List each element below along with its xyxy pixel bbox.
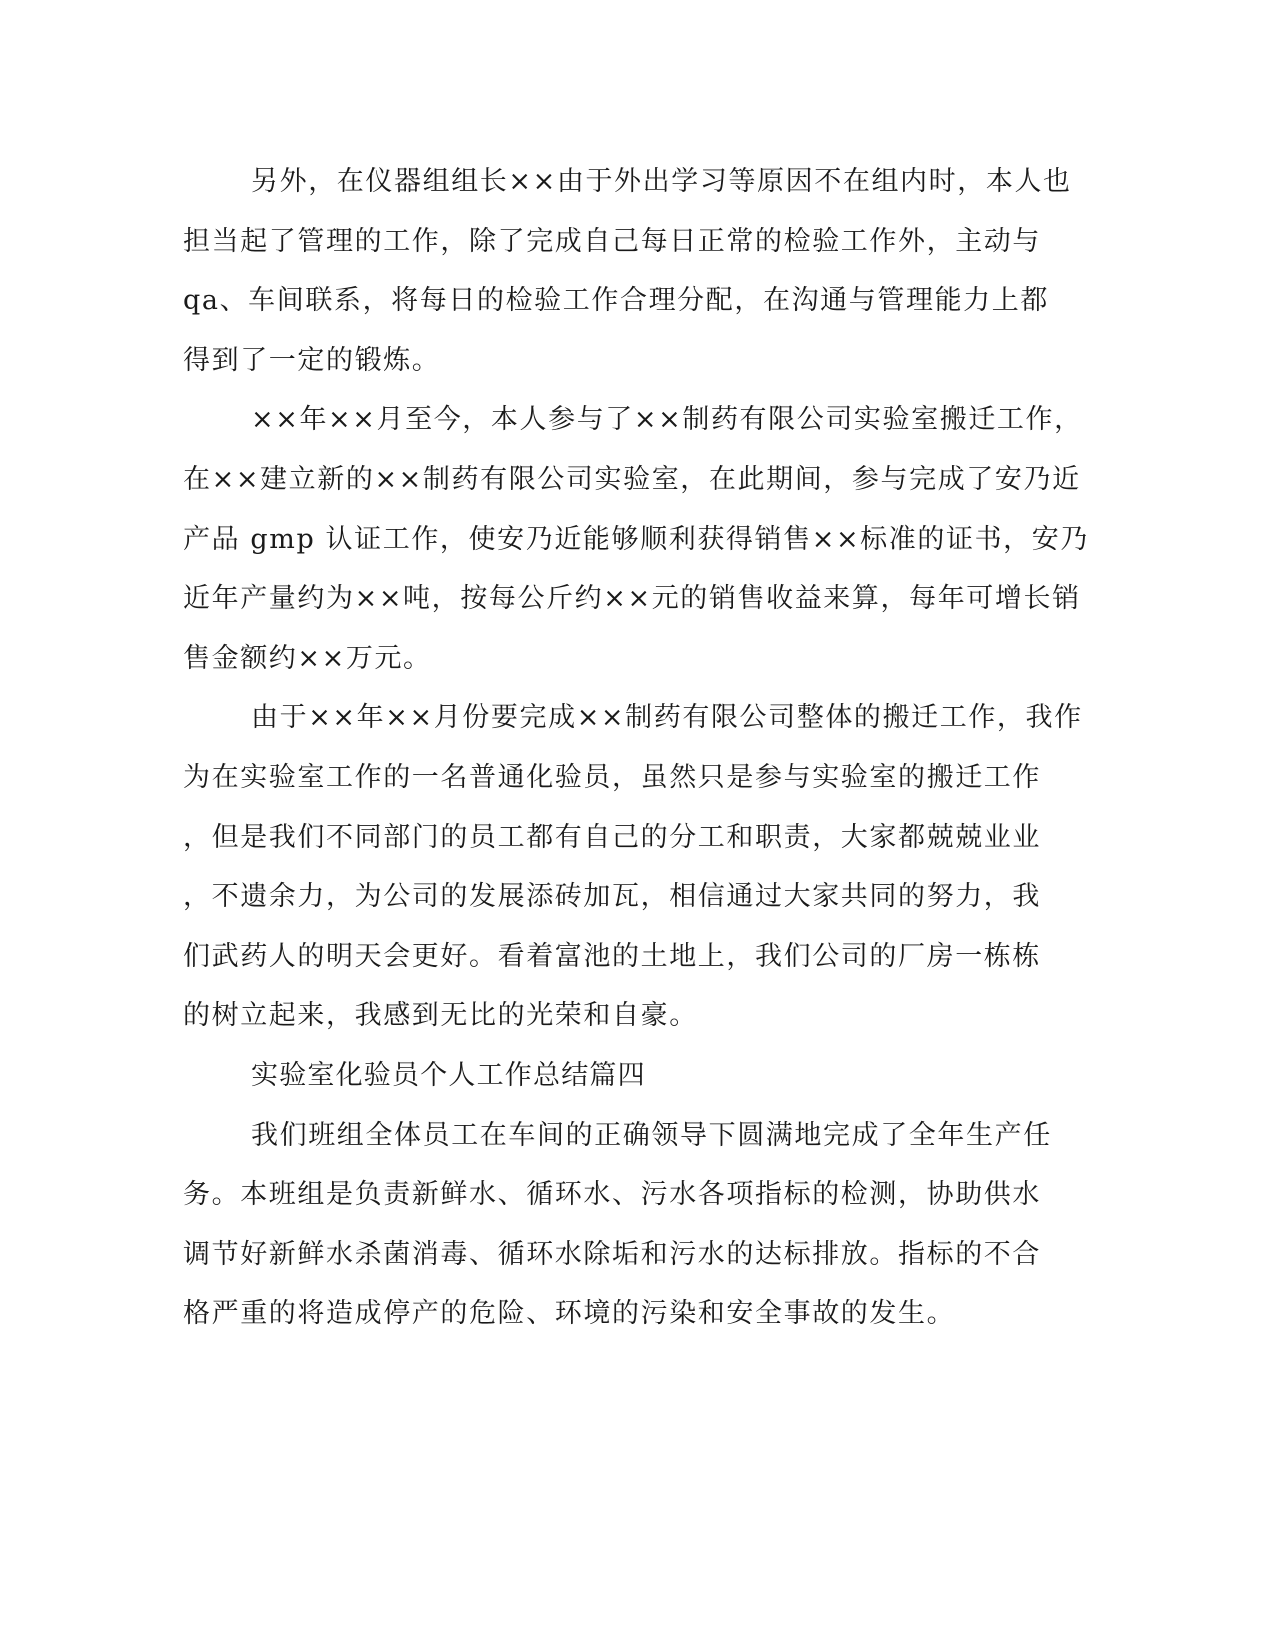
paragraph-4-line-4: 格严重的将造成停产的危险、环境的污染和安全事故的发生。 — [183, 1298, 956, 1330]
document-body — [183, 152, 1089, 1344]
paragraph-3-line-3: ，但是我们不同部门的员工都有自己的分工和职责，大家都兢兢业业 — [183, 821, 1041, 853]
paragraph-2-line-2: 在××建立新的××制药有限公司实验室，在此期间，参与完成了安乃近 — [183, 463, 1081, 495]
paragraph-4-line-3: 调节好新鲜水杀菌消毒、循环水除垢和污水的达标排放。指标的不合 — [183, 1238, 1041, 1270]
paragraph-3-line-4: ，不遗余力，为公司的发展添砖加瓦，相信通过大家共同的努力，我 — [183, 881, 1041, 913]
paragraph-2-line-3: 产品 gmp 认证工作，使安乃近能够顺利获得销售××标准的证书，安乃 — [183, 523, 1089, 555]
paragraph-1-line-3: qa、车间联系，将每日的检验工作合理分配，在沟通与管理能力上都 — [183, 285, 1049, 317]
paragraph-4-line-2: 务。本班组是负责新鲜水、循环水、污水各项指标的检测，协助供水 — [183, 1179, 1041, 1211]
paragraph-1-line-2: 担当起了管理的工作，除了完成自己每日正常的检验工作外，主动与 — [183, 225, 1041, 257]
paragraph-3-line-5: 们武药人的明天会更好。看着富池的土地上，我们公司的厂房一栋栋 — [183, 940, 1041, 972]
paragraph-2-line-5: 售金额约××万元。 — [183, 642, 432, 674]
paragraph-3-line-6: 的树立起来，我感到无比的光荣和自豪。 — [183, 1000, 698, 1032]
paragraph-1-line-4: 得到了一定的锻炼。 — [183, 344, 441, 376]
paragraph-3-line-2: 为在实验室工作的一名普通化验员，虽然只是参与实验室的搬迁工作 — [183, 761, 1041, 793]
paragraph-2-line-4: 近年产量约为××吨，按每公斤约××元的销售收益来算，每年可增长销 — [183, 583, 1081, 615]
paragraph-2-line-1: ××年××月至今，本人参与了××制药有限公司实验室搬迁工作， — [251, 404, 1083, 436]
paragraph-4-line-1: 我们班组全体员工在车间的正确领导下圆满地完成了全年生产任 — [251, 1119, 1052, 1151]
paragraph-3-line-1: 由于××年××月份要完成××制药有限公司整体的搬迁工作，我作 — [251, 702, 1083, 734]
paragraph-1-line-1: 另外，在仪器组组长××由于外出学习等原因不在组内时，本人也 — [251, 166, 1072, 197]
section-heading: 实验室化验员个人工作总结篇四 — [251, 1059, 646, 1091]
